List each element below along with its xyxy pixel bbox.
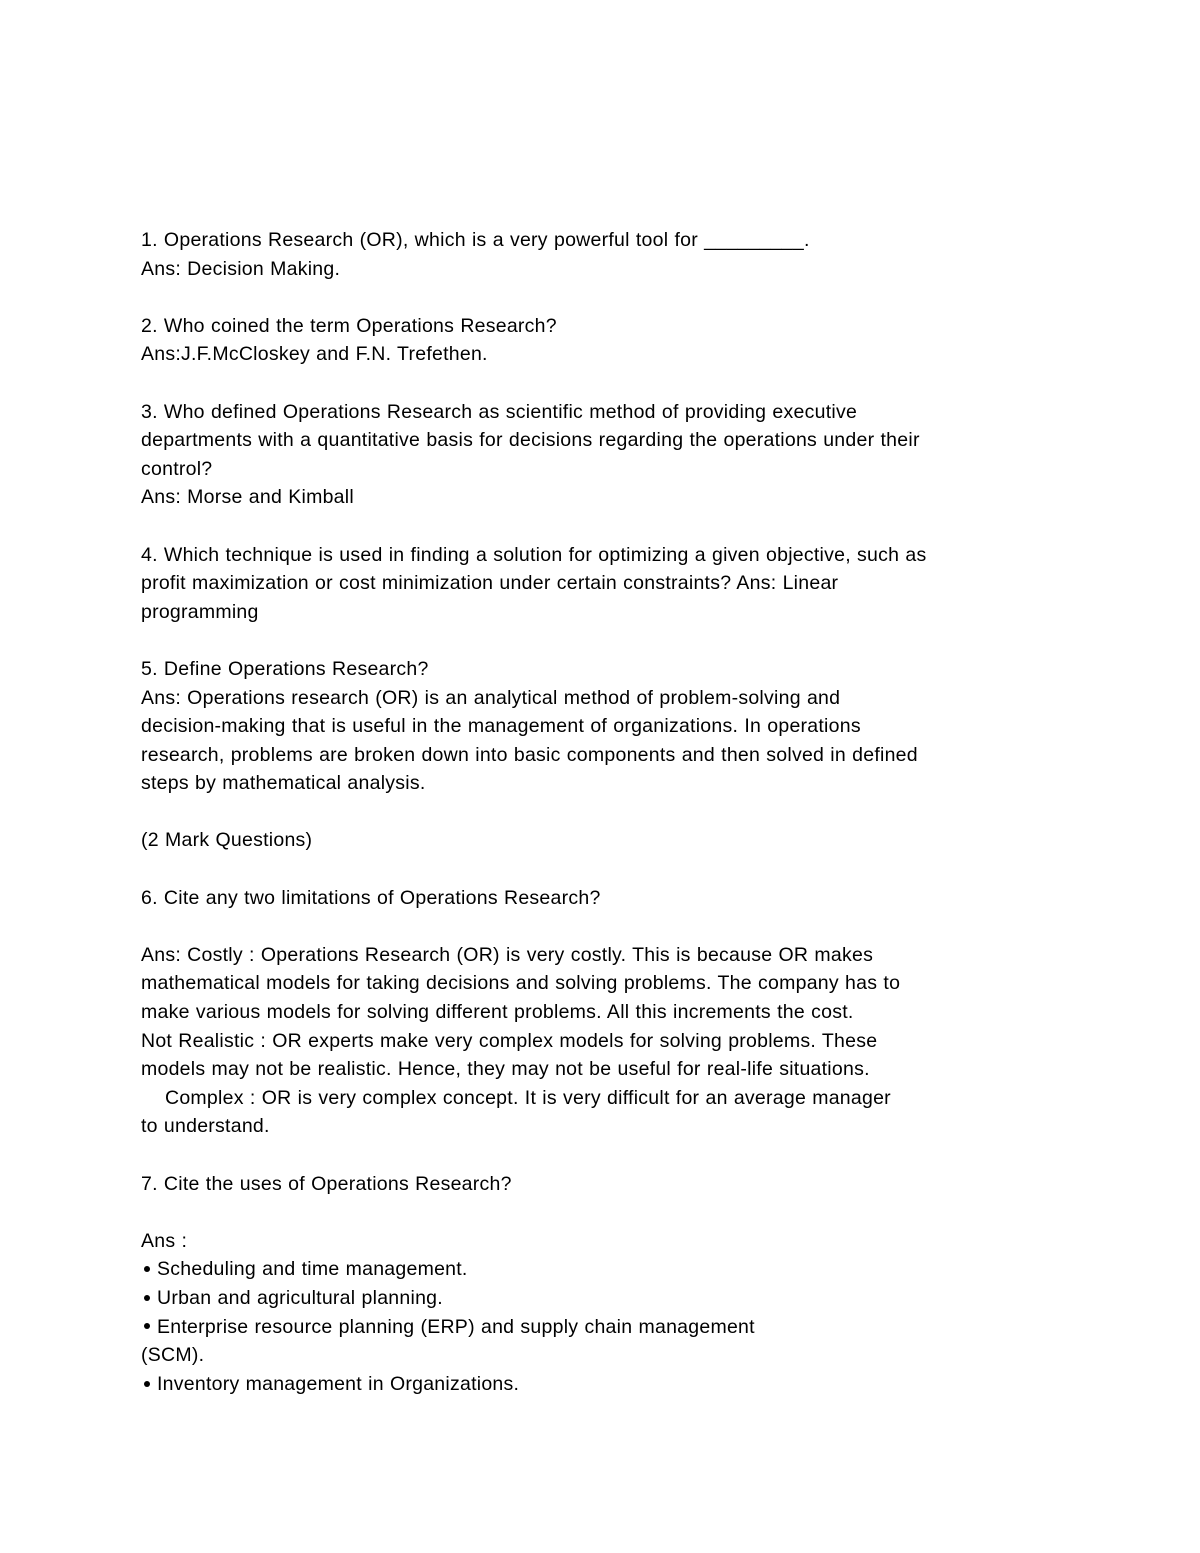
- q3-answer: Ans: Morse and Kimball: [141, 486, 354, 509]
- q6-answer-line: Complex : OR is very complex concept. It is very difficult for an average manager: [165, 1086, 891, 1109]
- q6-answer-line: make various models for solving different problems. All this increments the cost.: [141, 1001, 854, 1024]
- q1-answer: Ans: Decision Making.: [141, 257, 341, 280]
- q3-question-line: departments with a quantitative basis for decisions regarding the operations under their: [141, 429, 920, 452]
- q7-bullet-item: [141, 1313, 1071, 1342]
- q5-question: 5. Define Operations Research?: [141, 657, 429, 680]
- q7-question: 7. Cite the uses of Operations Research?: [141, 1172, 512, 1195]
- q7-bullet-item: [141, 1370, 1071, 1399]
- bullet-icon: [144, 1323, 150, 1329]
- q1-question: 1. Operations Research (OR), which is a very powerful tool for _________.: [141, 229, 810, 251]
- q7-answer-label: Ans :: [141, 1229, 188, 1252]
- q4-line: 4. Which technique is used in finding a solution for optimizing a given objective, such as: [141, 543, 927, 566]
- q7-bullet-item: [141, 1255, 1071, 1284]
- q7-bullet-text: Enterprise resource planning (ERP) and supply chain management: [157, 1315, 755, 1338]
- q4-line: profit maximization or cost minimization under certain constraints? Ans: Linear: [141, 572, 839, 595]
- q2-answer: Ans:J.F.McCloskey and F.N. Trefethen.: [141, 343, 488, 366]
- q6-answer-line: models may not be realistic. Hence, they may not be useful for real-life situations.: [141, 1058, 870, 1081]
- document-body: [141, 226, 1071, 1398]
- q4-line: programming: [141, 600, 259, 623]
- q5-answer-line: Ans: Operations research (OR) is an analytical method of problem-solving and: [141, 686, 841, 709]
- q3-question-line: control?: [141, 457, 213, 480]
- q5-answer-line: research, problems are broken down into basic components and then solved in defined: [141, 743, 918, 766]
- q6-question: 6. Cite any two limitations of Operations Research?: [141, 886, 601, 909]
- q5-answer-line: steps by mathematical analysis.: [141, 772, 426, 795]
- section-heading: (2 Mark Questions): [141, 829, 313, 852]
- q6-answer-line: Ans: Costly : Operations Research (OR) is very costly. This is because OR makes: [141, 943, 874, 966]
- q7-bullet-text: Inventory management in Organizations.: [157, 1372, 520, 1395]
- q2-question: 2. Who coined the term Operations Research?: [141, 314, 557, 337]
- q7-bullet-text: Urban and agricultural planning.: [157, 1286, 443, 1309]
- q7-bullet-item: [141, 1284, 1071, 1313]
- bullet-icon: [144, 1266, 150, 1272]
- q7-bullet-text: Scheduling and time management.: [157, 1258, 468, 1281]
- q7-bullet-continuation: (SCM).: [141, 1344, 205, 1367]
- q3-question-line: 3. Who defined Operations Research as scientific method of providing executive: [141, 400, 858, 423]
- q6-answer-line: Not Realistic : OR experts make very complex models for solving problems. These: [141, 1029, 878, 1052]
- bullet-icon: [144, 1381, 150, 1387]
- q5-answer-line: decision-making that is useful in the management of organizations. In operations: [141, 715, 861, 738]
- q6-answer-line: mathematical models for taking decisions and solving problems. The company has to: [141, 972, 901, 995]
- q6-answer-line: to understand.: [141, 1115, 270, 1138]
- bullet-icon: [144, 1295, 150, 1301]
